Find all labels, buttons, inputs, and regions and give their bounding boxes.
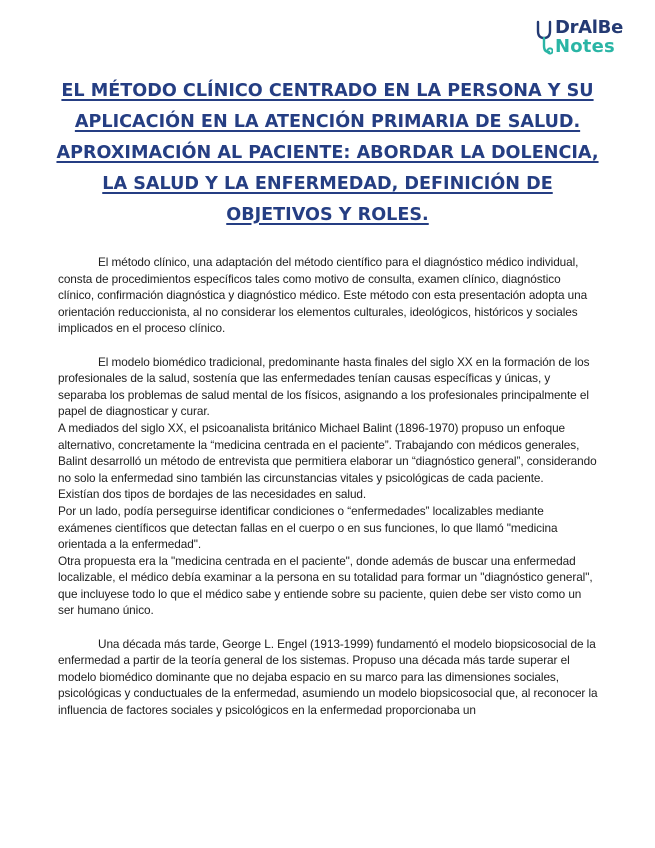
document-body [58, 254, 598, 719]
document-title: EL MÉTODO CLÍNICO CENTRADO EN LA PERSONA Y SU APLICACIÓN EN LA ATENCIÓN PRIMARIA DE SALUD. APROXIMACIÓN AL PACIENTE: ABORDAR LA DOLENCIA, LA SALUD Y LA ENFERMEDAD, DEFINICIÓN DE OBJETIVOS Y ROLES. [56, 81, 599, 225]
paragraph-tipos-abordajes: Existían dos tipos de bordajes de las necesidades en salud. [58, 487, 367, 502]
brand-name-line1: DrAlBe [554, 17, 623, 38]
stethoscope-icon [535, 20, 553, 56]
paragraph-engel: Una década más tarde, George L. Engel (1913-1999) fundamentó el modelo biopsicosocial de la enfermedad a partir de la teoría general de los sistemas. Propuso una década más tarde superar el modelo biomédico dominante que no dejaba espacio en su marco para las dimensiones sociales, psicológicas y conductuales de la enfermedad, asumiendo un modelo biopsicosocial que, al reconocer la influencia de factores sociales y psicológicos en la enfermedad proporcionaba un [58, 636, 598, 718]
paragraph-medicina-enfermedad: Por un lado, podía perseguirse identificar condiciones o “enfermedades” localizables mediante exámenes científicos que detectan fallas en el cuerpo o en sus funciones, lo que llamó "medicina orientada a la enfermedad". [58, 503, 558, 552]
paragraph-medicina-paciente: Otra propuesta era la "medicina centrada en el paciente", donde además de buscar una enfermedad localizable, el médico debía examinar a la persona en su totalidad para formar un "diagnóstico general", que incluyese todo lo que el médico sabe y entiende sobre su paciente, quien debe ser visto como un ser humano único. [58, 553, 593, 618]
paragraph-balint: A mediados del siglo XX, el psicoanalista británico Michael Balint (1896-1970) propuso un enfoque alternativo, concretamente la “medicina centrada en el paciente”. Trabajando con médicos generales, Balint desarrolló un método de entrevista que permitiera elaborar un “diagnóstico general”, considerando no solo la enfermedad sino también las circunstancias vitales y psicológicas de cada paciente. [58, 420, 597, 485]
paragraph-modelo-biomedico: El modelo biomédico tradicional, predominante hasta finales del siglo XX en la formación de los profesionales de la salud, sostenía que las enfermedades tenían causas específicas y únicas, y separaba los problemas de salud mental de los físicos, asignando a los profesionales principalmente el papel de diagnosticar y curar. [58, 354, 590, 419]
brand-name-line2: Notes [554, 36, 615, 57]
paragraph-metodo-clinico: El método clínico, una adaptación del método científico para el diagnóstico médico individual, consta de procedimientos específicos tales como motivo de consulta, examen clínico, diagnóstico clínico, confirmación diagnóstica y diagnóstico médico. Este método con esta presentación adopta una orientación reduccionista, al no considerar los elementos culturales, ideológicos, históricos y sociales implicados en el proceso clínico. [58, 255, 588, 336]
brand-logo [535, 18, 623, 56]
